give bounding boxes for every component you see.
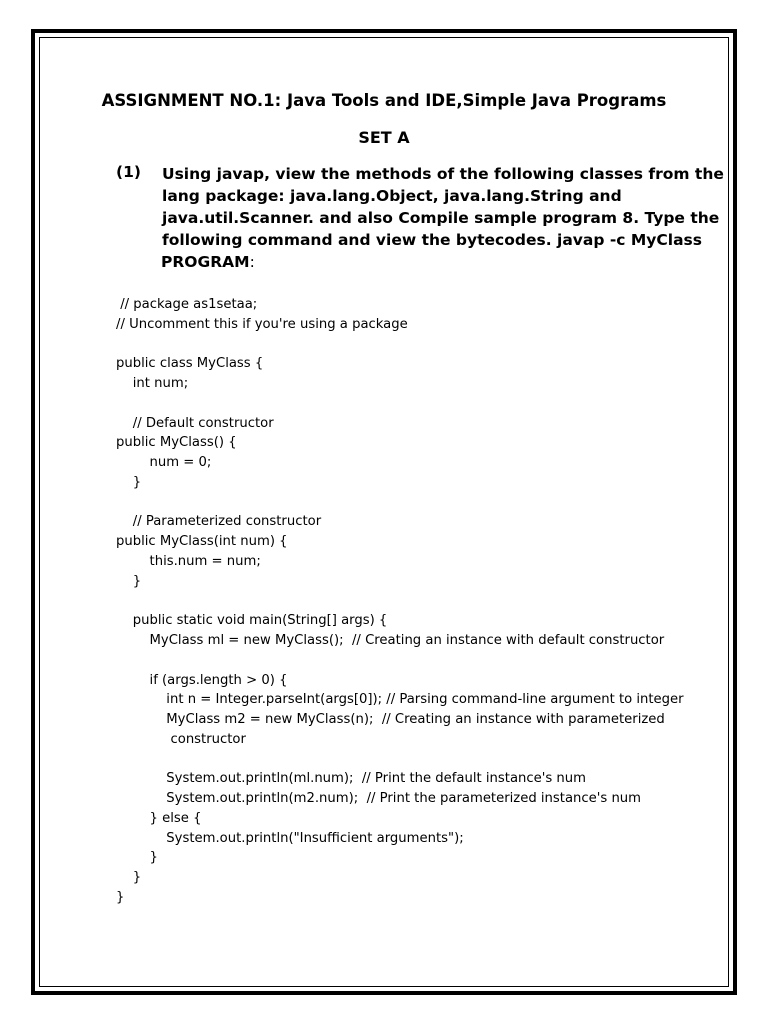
code-line: } (116, 870, 142, 886)
code-line: MyClass m2 = new MyClass(n); // Creating an instance with parameterized (116, 712, 665, 728)
code-line: this.num = num; (116, 553, 261, 569)
code-line (116, 493, 736, 513)
code-line: } (116, 850, 158, 866)
code-line: } (116, 889, 125, 905)
code-line: // Parameterized constructor (116, 514, 322, 530)
code-line: // package as1setaa; (116, 297, 258, 312)
code-line: int n = Integer.parseInt(args[0]); // Parsing command-line argument to integer (116, 692, 684, 708)
code-line: public MyClass() { (116, 435, 237, 451)
code-line (116, 335, 736, 355)
code-line: public static void main(String[] args) { (116, 613, 388, 629)
code-line: int num; (116, 376, 189, 392)
set-label: SET A (358, 128, 410, 147)
question-line: Using javap, view the methods of the following classes from the (162, 165, 724, 183)
code-line: // Uncomment this if you're using a package (116, 316, 408, 332)
code-line: } (116, 474, 142, 490)
code-line (116, 750, 736, 770)
program-label-colon: : (249, 253, 255, 271)
question-text (162, 163, 724, 251)
code-line: // Default constructor (116, 415, 274, 431)
question-line: java.util.Scanner. and also Compile sample program 8. Type the (162, 209, 720, 227)
code-line (116, 394, 736, 414)
code-line: System.out.println(m2.num); // Print the parameterized instance's num (116, 791, 642, 807)
code-line (116, 651, 736, 671)
code-line (116, 591, 736, 611)
question-line: lang package: java.lang.Object, java.lang.String and (162, 187, 622, 205)
code-line: if (args.length > 0) { (116, 672, 288, 688)
program-label-text: PROGRAM (161, 253, 250, 271)
code-line: public MyClass(int num) { (116, 534, 288, 550)
code-line: } (116, 573, 142, 589)
question-number: (1) (116, 163, 141, 181)
code-block (116, 295, 736, 908)
code-line: constructor (116, 731, 246, 747)
code-line: MyClass ml = new MyClass(); // Creating an instance with default constructor (116, 633, 665, 649)
code-line: System.out.println(ml.num); // Print the default instance's num (116, 771, 586, 787)
program-label (161, 253, 255, 271)
question-line: following command and view the bytecodes. javap -c MyClass (162, 231, 702, 249)
code-line: num = 0; (116, 455, 212, 471)
code-line: System.out.println("Insufficient arguments"); (116, 830, 464, 846)
code-line: public class MyClass { (116, 356, 264, 372)
assignment-title: ASSIGNMENT NO.1: Java Tools and IDE,Simple Java Programs (101, 91, 667, 110)
code-line: } else { (116, 810, 202, 826)
